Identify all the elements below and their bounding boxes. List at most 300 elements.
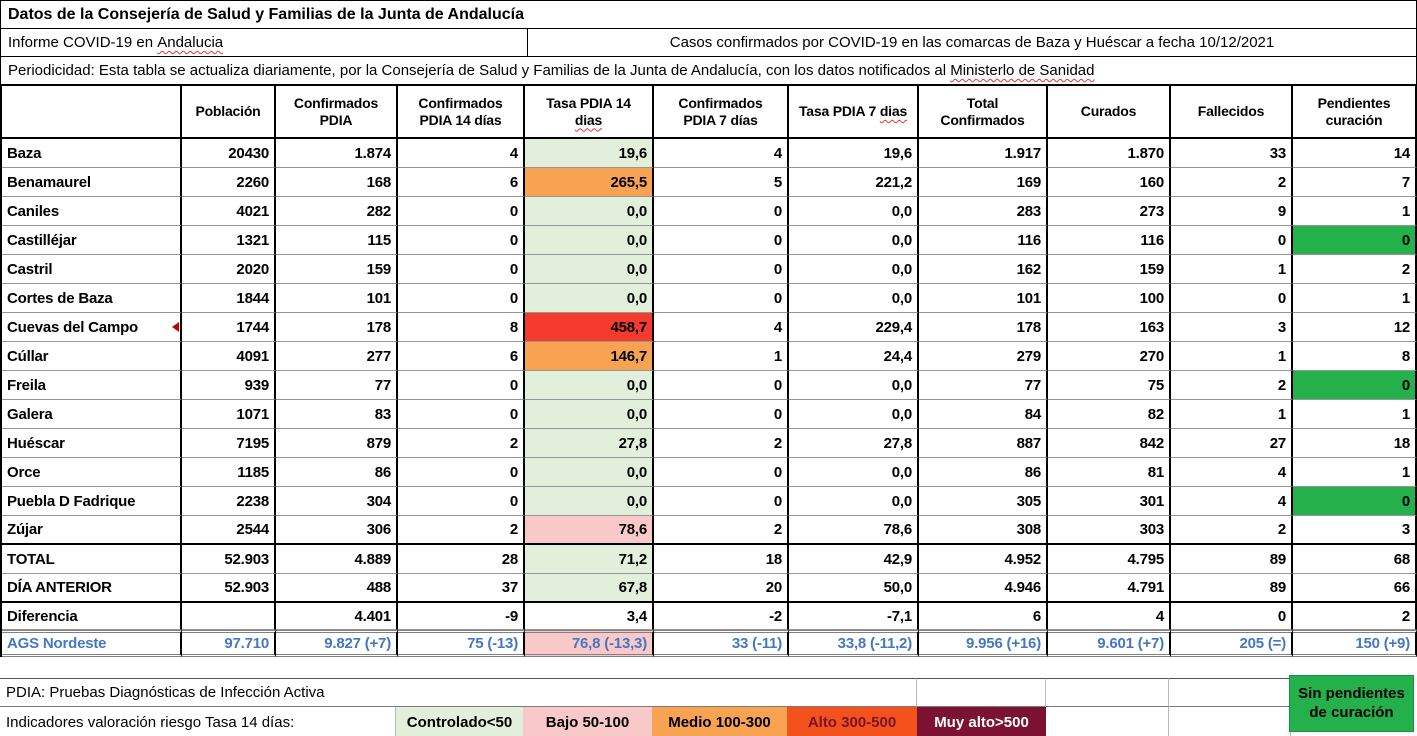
column-header: Tasa PDIA 14 dias <box>525 86 654 139</box>
table-cell <box>182 342 276 371</box>
row-label <box>2 197 182 226</box>
table-cell <box>1171 603 1293 630</box>
table-cell <box>1171 313 1293 342</box>
cell-value: TOTAL <box>7 550 55 568</box>
table-cell <box>276 284 398 313</box>
table-cell <box>398 284 525 313</box>
table-cell <box>398 226 525 255</box>
cell-value: 115 <box>367 231 391 249</box>
row-label <box>2 313 182 342</box>
table-cell <box>789 139 919 168</box>
cell-value: 160 <box>1139 173 1164 191</box>
table-cell <box>919 487 1048 516</box>
table-cell <box>1048 139 1171 168</box>
table-cell <box>919 168 1048 197</box>
table-cell <box>182 630 276 657</box>
column-header <box>2 86 182 139</box>
cell-value: 50,0 <box>883 579 912 596</box>
table-cell <box>1171 545 1293 574</box>
table-cell <box>919 429 1048 458</box>
table-cell <box>654 313 789 342</box>
cell-value: Castilléjar <box>7 231 77 249</box>
table-cell <box>1293 487 1417 516</box>
table-cell <box>398 630 525 657</box>
table-cell <box>1293 342 1417 371</box>
table-cell <box>1293 429 1417 458</box>
table-cell <box>182 429 276 458</box>
footer-empty-cell <box>1046 707 1169 736</box>
cell-value: -7,1 <box>886 607 912 625</box>
cell-value: 116 <box>1017 231 1041 249</box>
cell-value: 2 <box>509 521 518 538</box>
cell-value: 842 <box>1139 434 1164 452</box>
cell-value: Benamaurel <box>7 173 91 191</box>
table-cell <box>919 574 1048 603</box>
cell-value: AGS Nordeste <box>7 635 107 652</box>
table-cell <box>654 458 789 487</box>
table-cell <box>654 400 789 429</box>
table-cell <box>525 487 654 516</box>
cell-value: 1 <box>773 347 782 365</box>
cell-value: 14 <box>1393 144 1410 162</box>
table-cell <box>1293 197 1417 226</box>
cell-value: 2 <box>509 434 518 452</box>
table-cell <box>182 574 276 603</box>
cell-value: 283 <box>1016 202 1041 220</box>
cell-value: Galera <box>7 405 53 423</box>
table-cell <box>789 630 919 657</box>
cell-value: 273 <box>1139 202 1164 220</box>
table-cell <box>398 342 525 371</box>
cell-value: 887 <box>1016 434 1041 452</box>
row-label <box>2 429 182 458</box>
table-cell <box>1293 458 1417 487</box>
cell-value: 20430 <box>228 144 269 162</box>
cell-value: 0 <box>509 289 518 307</box>
table-cell <box>919 603 1048 630</box>
cell-value: 1 <box>1401 202 1410 220</box>
page-title <box>0 0 1417 29</box>
table-cell <box>1171 630 1293 657</box>
cell-value: 1 <box>1401 463 1410 481</box>
cell-value: 301 <box>1139 492 1164 510</box>
table-cell <box>398 545 525 574</box>
cell-value: Cúllar <box>7 347 49 365</box>
cell-value: 0 <box>773 289 782 307</box>
table-cell <box>182 603 276 630</box>
table-cell <box>525 429 654 458</box>
cell-value: 19,6 <box>618 144 647 162</box>
cell-value: 6 <box>1032 607 1041 625</box>
cell-value: 162 <box>1016 260 1041 278</box>
page-title-text: Datos de la Consejería de Salud y Familias de la Junta de Andalucía <box>8 5 525 23</box>
column-header: Pendientes curación <box>1293 86 1417 139</box>
table-cell <box>182 545 276 574</box>
column-header: Curados <box>1048 86 1171 139</box>
cell-value: 33 <box>1269 144 1286 162</box>
table-cell <box>654 371 789 400</box>
table-cell <box>654 516 789 545</box>
table-cell <box>525 197 654 226</box>
table-cell <box>789 255 919 284</box>
table-cell <box>654 429 789 458</box>
cell-value: 277 <box>366 347 391 365</box>
table-cell <box>1048 630 1171 657</box>
footer-empty-cell <box>1169 707 1291 736</box>
cell-value: 1.917 <box>1004 144 1041 162</box>
table-cell <box>398 400 525 429</box>
footer-empty-cell <box>917 678 1046 707</box>
cell-value: 0,0 <box>891 202 912 220</box>
cell-value: Castril <box>7 260 53 278</box>
table-cell <box>276 197 398 226</box>
cell-value: 308 <box>1016 521 1041 538</box>
cell-value: 0 <box>1401 231 1410 249</box>
row-label <box>2 574 182 603</box>
row-label <box>2 603 182 630</box>
cell-value: 2 <box>1401 607 1410 625</box>
table-cell <box>1171 168 1293 197</box>
cell-value: 67,8 <box>618 579 647 596</box>
cell-value: 0,0 <box>891 376 912 394</box>
table-cell <box>789 516 919 545</box>
table-cell <box>1293 139 1417 168</box>
table-cell <box>789 545 919 574</box>
table-cell <box>276 139 398 168</box>
cell-value: 20 <box>765 579 782 596</box>
table-cell <box>525 603 654 630</box>
table-cell <box>1048 168 1171 197</box>
table-cell <box>276 574 398 603</box>
cell-value: 1 <box>1277 347 1286 365</box>
cell-value: 0,0 <box>891 260 912 278</box>
table-cell <box>919 313 1048 342</box>
cell-value: 0,0 <box>626 202 647 220</box>
cell-value: 9.601 (+7) <box>1097 635 1164 652</box>
cell-value: 0 <box>509 202 518 220</box>
cell-value: 0 <box>509 463 518 481</box>
data-grid <box>0 84 1417 657</box>
table-cell <box>789 487 919 516</box>
table-cell <box>654 139 789 168</box>
cell-value: 18 <box>1393 434 1410 452</box>
table-cell <box>1048 284 1171 313</box>
column-header: Confirmados PDIA 14 días <box>398 86 525 139</box>
cell-value: 3,4 <box>626 607 647 625</box>
table-cell <box>1171 197 1293 226</box>
report-name <box>1 29 528 56</box>
cell-value: 169 <box>1016 173 1041 191</box>
cell-value: 939 <box>244 376 269 394</box>
table-cell <box>1293 516 1417 545</box>
cell-value: 2 <box>773 521 782 538</box>
table-cell <box>654 284 789 313</box>
cell-value: 0,0 <box>891 492 912 510</box>
cell-value: 0,0 <box>626 492 647 510</box>
table-cell <box>525 400 654 429</box>
table-cell <box>919 226 1048 255</box>
column-header: Tasa PDIA 7 dias <box>789 86 919 139</box>
cell-value: 0 <box>1401 376 1410 394</box>
table-cell <box>398 197 525 226</box>
table-cell <box>398 487 525 516</box>
cell-value: 0 <box>773 405 782 423</box>
table-cell <box>789 400 919 429</box>
cell-value: 28 <box>501 550 518 568</box>
table-cell <box>276 342 398 371</box>
row-label <box>2 139 182 168</box>
cell-value: 265,5 <box>610 173 647 191</box>
cell-value: 9 <box>1277 202 1286 220</box>
column-header: Población <box>182 86 276 139</box>
cell-value: 27 <box>1269 434 1286 452</box>
row-label <box>2 284 182 313</box>
table-cell <box>276 603 398 630</box>
row-label <box>2 630 182 657</box>
table-cell <box>1048 197 1171 226</box>
cell-value: 33 (-11) <box>731 635 782 652</box>
table-cell <box>182 458 276 487</box>
cell-value: 89 <box>1269 550 1286 568</box>
table-cell <box>182 487 276 516</box>
table-cell <box>525 371 654 400</box>
table-cell <box>1293 371 1417 400</box>
legend-bajo: Bajo 50-100 <box>523 707 652 736</box>
cell-value: 4.401 <box>354 607 391 625</box>
table-cell <box>398 168 525 197</box>
cell-value: 81 <box>1147 463 1164 481</box>
table-cell <box>525 255 654 284</box>
table-cell <box>1048 313 1171 342</box>
cell-value: 71,2 <box>618 550 647 568</box>
table-cell <box>919 458 1048 487</box>
cell-value: 1.874 <box>354 144 391 162</box>
cell-value: -9 <box>505 607 518 625</box>
table-cell <box>789 313 919 342</box>
cell-value: 1 <box>1401 405 1410 423</box>
cell-value: 27,8 <box>618 434 647 452</box>
table-cell <box>654 168 789 197</box>
cell-value: 9.827 (+7) <box>324 635 391 652</box>
cell-value: 305 <box>1016 492 1041 510</box>
cell-value: 1185 <box>237 463 269 481</box>
footer-grid <box>0 678 1417 736</box>
table-cell <box>276 429 398 458</box>
cell-value: 76,8 (-13,3) <box>571 635 647 652</box>
table-cell <box>1171 226 1293 255</box>
comment-marker-icon <box>172 322 179 332</box>
table-cell <box>182 197 276 226</box>
cell-value: 146,7 <box>610 347 647 365</box>
table-cell <box>525 574 654 603</box>
table-cell <box>525 342 654 371</box>
cell-value: 0,0 <box>626 231 647 249</box>
cell-value: 8 <box>509 318 518 336</box>
table-cell <box>1293 630 1417 657</box>
cell-value: 221,2 <box>875 173 912 191</box>
cell-value: 33,8 (-11,2) <box>837 635 912 652</box>
cell-value: 2 <box>1277 376 1286 394</box>
table-cell <box>525 630 654 657</box>
table-cell <box>789 574 919 603</box>
report-name-flagged-word: Andalucia <box>157 34 224 51</box>
table-cell <box>654 487 789 516</box>
table-cell <box>276 458 398 487</box>
cell-value: 0,0 <box>626 463 647 481</box>
table-cell <box>654 226 789 255</box>
row-label <box>2 371 182 400</box>
cell-value: 0 <box>1401 492 1410 510</box>
cell-value: 97.710 <box>224 635 269 652</box>
cell-value: 52.903 <box>224 550 269 568</box>
table-cell <box>654 630 789 657</box>
cell-value: DÍA ANTERIOR <box>7 579 112 596</box>
pdia-definition: PDIA: Pruebas Diagnósticas de Infección Activa <box>0 678 917 707</box>
table-cell <box>182 371 276 400</box>
table-cell <box>398 255 525 284</box>
cell-value: 488 <box>366 579 391 596</box>
cell-value: 101 <box>366 289 391 307</box>
column-header: Confirmados PDIA 7 días <box>654 86 789 139</box>
cell-value: Cortes de Baza <box>7 289 113 307</box>
cell-value: 0 <box>773 260 782 278</box>
cell-value: 2 <box>1277 173 1286 191</box>
cell-value: 0 <box>773 463 782 481</box>
table-cell <box>919 197 1048 226</box>
cell-value: 4 <box>1277 463 1286 481</box>
legend-controlado: Controlado<50 <box>396 707 523 736</box>
cell-value: 68 <box>1393 550 1410 568</box>
cell-value: 4 <box>1155 607 1164 625</box>
cell-value: 18 <box>765 550 782 568</box>
cell-value: 0 <box>773 202 782 220</box>
cell-value: 178 <box>366 318 391 336</box>
table-cell <box>398 574 525 603</box>
table-cell <box>1293 545 1417 574</box>
row-label <box>2 516 182 545</box>
cell-value: Zújar <box>7 521 43 538</box>
table-cell <box>654 342 789 371</box>
cell-value: 2544 <box>236 521 269 538</box>
cell-value: Huéscar <box>7 434 65 452</box>
table-cell <box>1171 574 1293 603</box>
table-cell <box>919 545 1048 574</box>
cell-value: Baza <box>7 144 42 162</box>
cell-value: 4.952 <box>1004 550 1041 568</box>
cell-value: 27,8 <box>883 434 912 452</box>
cell-value: 2 <box>1277 521 1286 538</box>
cell-value: 0,0 <box>626 376 647 394</box>
table-cell <box>654 545 789 574</box>
cell-value: Orce <box>7 463 41 481</box>
table-cell <box>1048 458 1171 487</box>
table-cell <box>789 458 919 487</box>
table-cell <box>1171 371 1293 400</box>
column-header: Confirmados PDIA <box>276 86 398 139</box>
risk-indicator-label: Indicadores valoración riesgo Tasa 14 días: <box>0 707 396 736</box>
table-cell <box>276 255 398 284</box>
report-subtitle <box>528 29 1416 56</box>
table-cell <box>1171 458 1293 487</box>
column-header: Fallecidos <box>1171 86 1293 139</box>
cell-value: 1071 <box>236 405 269 423</box>
table-cell <box>654 197 789 226</box>
table-cell <box>654 574 789 603</box>
cell-value: 303 <box>1139 521 1164 538</box>
cell-value: 205 (=) <box>1239 635 1286 652</box>
table-cell <box>182 284 276 313</box>
cell-value: 2 <box>1401 260 1410 278</box>
table-cell <box>919 284 1048 313</box>
row-label <box>2 487 182 516</box>
cell-value: Diferencia <box>7 607 78 625</box>
table-cell <box>276 371 398 400</box>
table-cell <box>1048 429 1171 458</box>
cell-value: 4 <box>509 144 518 162</box>
table-cell <box>525 284 654 313</box>
table-cell <box>789 371 919 400</box>
table-cell <box>1293 603 1417 630</box>
table-cell <box>182 226 276 255</box>
table-cell <box>525 458 654 487</box>
table-cell <box>919 139 1048 168</box>
table-cell <box>1048 516 1171 545</box>
cell-value: 5 <box>773 173 782 191</box>
table-cell <box>1293 255 1417 284</box>
cell-value: 3 <box>1277 318 1286 336</box>
cell-value: 0,0 <box>891 289 912 307</box>
table-cell <box>525 168 654 197</box>
cell-value: 2020 <box>236 260 269 278</box>
cell-value: 52.903 <box>224 579 269 596</box>
cell-value: 86 <box>1024 463 1041 481</box>
cell-value: 2260 <box>236 173 269 191</box>
cell-value: 1844 <box>236 289 269 307</box>
cell-value: 150 (+9) <box>1355 635 1410 652</box>
cell-value: 0 <box>773 231 782 249</box>
cell-value: 6 <box>509 173 518 191</box>
cell-value: 1 <box>1277 260 1286 278</box>
table-cell <box>525 139 654 168</box>
cell-value: 4.795 <box>1127 550 1164 568</box>
table-cell <box>919 255 1048 284</box>
cell-value: 4091 <box>236 347 269 365</box>
cell-value: 4 <box>773 318 782 336</box>
cell-value: 66 <box>1393 579 1410 596</box>
table-cell <box>1171 255 1293 284</box>
row-label <box>2 400 182 429</box>
table-cell <box>276 487 398 516</box>
cell-value: 8 <box>1401 347 1410 365</box>
row-label <box>2 168 182 197</box>
table-cell <box>182 255 276 284</box>
cell-value: 0,0 <box>626 289 647 307</box>
cell-value: 178 <box>1016 318 1041 336</box>
table-cell <box>398 313 525 342</box>
cell-value: 0 <box>1277 231 1286 249</box>
cell-value: 0 <box>773 492 782 510</box>
cell-value: 75 <box>1147 376 1164 394</box>
cell-value: 304 <box>366 492 391 510</box>
report-subtitle-text: Casos confirmados por COVID-19 en las comarcas de Baza y Huéscar a fecha 10/12/2021 <box>669 34 1275 51</box>
cell-value: 0,0 <box>626 405 647 423</box>
cell-value: 75 (-13) <box>467 635 518 652</box>
cell-value: Freila <box>7 376 46 394</box>
table-cell <box>1048 487 1171 516</box>
cell-value: 168 <box>366 173 391 191</box>
cell-value: 42,9 <box>883 550 912 568</box>
table-cell <box>789 284 919 313</box>
